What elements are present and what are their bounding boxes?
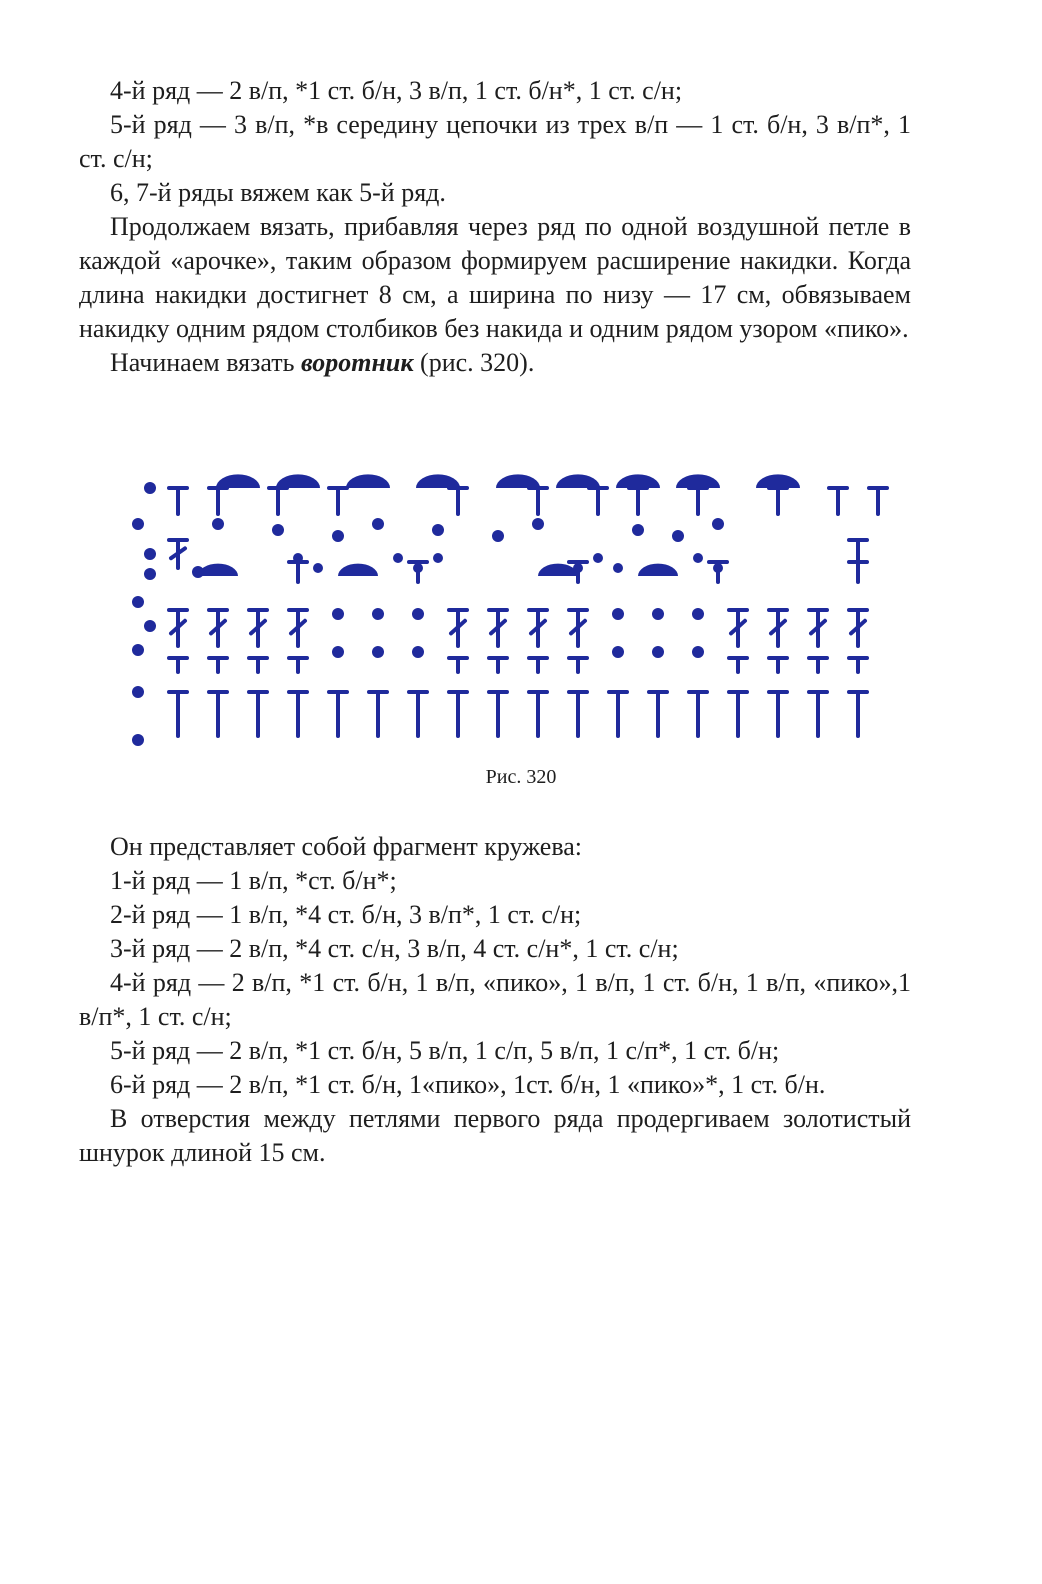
chain-stitch-dot [433,553,443,563]
chain-stitch-dot [272,524,284,536]
chain-stitch-dot [372,646,384,658]
chain-stitch-dot [393,553,403,563]
chain-stitch-dot [412,646,424,658]
paragraph-row-5: 5-й ряд — 3 в/п, *в середину цепочки из трех в/п — 1 ст. б/н, 3 в/п*, 1 ст. с/н; [79,110,911,173]
chain-stitch-dot [313,563,323,573]
chain-stitch-dot [613,563,623,573]
chain-stitch-dot [692,646,704,658]
chain-stitch-dot [144,482,156,494]
chain-stitch-dot [372,608,384,620]
paragraph-row-4: 4-й ряд — 2 в/п, *1 ст. б/н, 3 в/п, 1 ст. б/н*, 1 ст. с/н; [110,76,683,105]
chain-stitch-dot [492,530,504,542]
picot-arc [538,564,578,576]
chain-stitch-dot [692,608,704,620]
paragraph-row-6: 6-й ряд — 2 в/п, *1 ст. б/н, 1«пико», 1ст. б/н, 1 «пико»*, 1 ст. б/н. [110,1070,826,1099]
picot-arc [616,474,660,488]
paragraph-row-2: 2-й ряд — 1 в/п, *4 ст. б/н, 3 в/п*, 1 ст. с/н; [110,900,582,929]
chain-stitch-dot [144,568,156,580]
picot-arc [496,474,540,488]
picot-arc [638,564,678,576]
chain-stitch-dot [693,553,703,563]
picot-arc [346,474,390,488]
chain-stitch-dot [652,608,664,620]
chain-stitch-dot [672,530,684,542]
picot-arc [338,564,378,576]
picot-arc [756,474,800,488]
chain-stitch-dot [612,646,624,658]
chain-stitch-dot [132,518,144,530]
picot-arc [676,474,720,488]
paragraph-row-4b: 4-й ряд — 2 в/п, *1 ст. б/н, 1 в/п, «пико», 1 в/п, 1 ст. б/н, 1 в/п, «пико»,1 в/п*, 1 ст. с/н; [79,968,911,1031]
picot-arc [416,474,460,488]
picot-arc [556,474,600,488]
paragraph-rows-6-7: 6, 7-й ряды вяжем как 5-й ряд. [110,178,446,207]
chain-stitch-dot [632,524,644,536]
figure-caption: Рис. 320 [485,766,557,788]
paragraph-continue: Продолжаем вязать, прибавляя через ряд по одной воздушной петле в каждой «арочке», таким образом формируем расширение накидки. Когда длина накидки достигнет 8 см, а ширина по низу — 17 см, обвязываем накидку одним рядом столбиков без накида и одним рядом узором «пико». [79,212,911,343]
collar-keyword: воротник [300,348,414,377]
chain-stitch-dot [144,548,156,560]
crochet-diagram [120,466,900,748]
chain-stitch-dot [652,646,664,658]
text-top [79,74,911,380]
chain-stitch-dot [372,518,384,530]
collar-intro-after: (рис. 320). [413,348,535,377]
picot-arc [276,474,320,488]
text-bottom [79,830,911,1170]
paragraph-collar-intro [79,346,911,380]
chain-stitch-dot [332,530,344,542]
picot-arc [198,564,238,576]
picot-arc [216,474,260,488]
chain-stitch-dot [432,524,444,536]
chain-stitch-dot [132,644,144,656]
collar-intro-before: Начинаем вязать [110,348,301,377]
chain-stitch-dot [144,620,156,632]
chain-stitch-dot [332,646,344,658]
chain-stitch-dot [412,608,424,620]
paragraph-fragment-intro: Он представляет собой фрагмент кружева: [110,832,583,861]
paragraph-row-3: 3-й ряд — 2 в/п, *4 ст. с/н, 3 в/п, 4 ст. с/н*, 1 ст. с/н; [110,934,679,963]
chain-stitch-dot [132,596,144,608]
chain-stitch-dot [332,608,344,620]
paragraph-row-1: 1-й ряд — 1 в/п, *ст. б/н*; [110,866,397,895]
chain-stitch-dot [212,518,224,530]
chain-stitch-dot [612,608,624,620]
chain-stitch-dot [192,566,204,578]
chain-stitch-dot [593,553,603,563]
paragraph-row-5b: 5-й ряд — 2 в/п, *1 ст. б/н, 5 в/п, 1 с/п, 5 в/п, 1 с/п*, 1 ст. б/н; [110,1036,780,1065]
chain-stitch-dot [532,518,544,530]
paragraph-cord: В отверстия между петлями первого ряда продергиваем золотистый шнурок длиной 15 см. [79,1104,911,1167]
chain-stitch-dot [132,734,144,746]
chain-stitch-dot [712,518,724,530]
chain-stitch-dot [132,686,144,698]
